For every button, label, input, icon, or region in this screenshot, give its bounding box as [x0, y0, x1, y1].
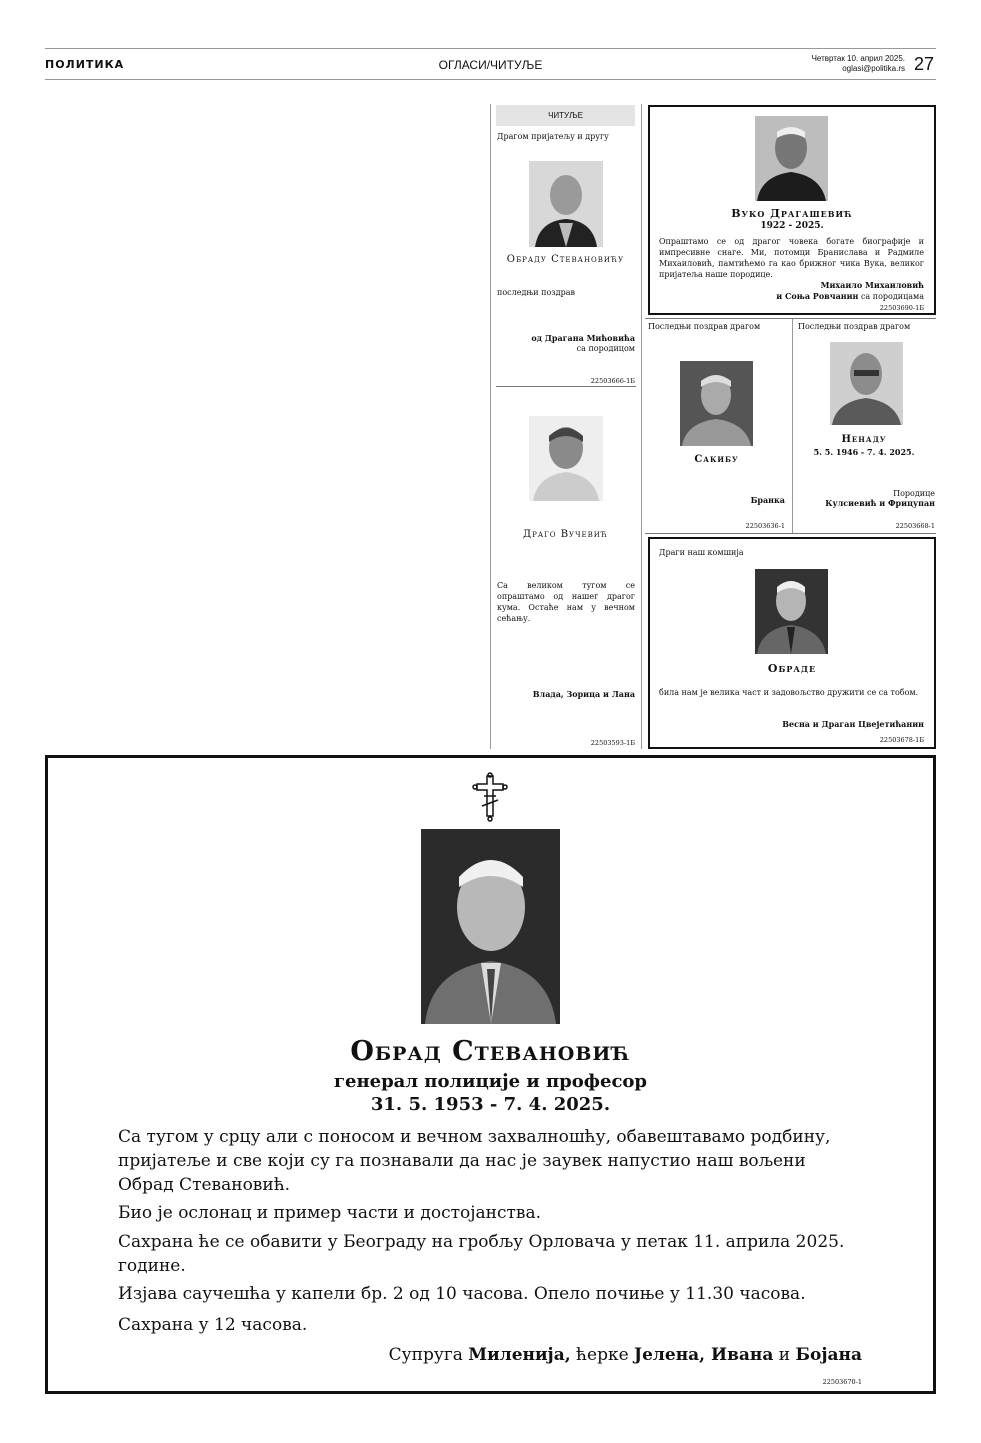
- signature: Михаило Михаиловић: [820, 280, 924, 290]
- ad-code: 22503666-1Б: [590, 377, 635, 385]
- deceased-dates: 1922 - 2025.: [760, 221, 824, 231]
- issue-date: Четвртак 10. април 2025.: [811, 54, 905, 63]
- contact-email: oglasi@politika.rs: [842, 64, 905, 73]
- portrait-photo: [529, 416, 603, 501]
- signature-line-2: [659, 291, 924, 302]
- portrait-photo: [755, 116, 828, 201]
- notice-intro: Последњи поздрав драгом: [798, 322, 911, 331]
- notice-intro: Драги наш комшија: [659, 548, 744, 557]
- column-rule: [792, 318, 793, 533]
- header-rule-bottom: [45, 79, 936, 80]
- sig-part: ћерке: [570, 1345, 635, 1365]
- deceased-name: Драго Вучевић: [523, 529, 608, 540]
- deceased-name: Сакибу: [694, 454, 739, 465]
- ad-code: 22503670-1: [822, 1378, 862, 1386]
- portrait-photo: [529, 161, 603, 247]
- ad-code: 22503690-1Б: [879, 304, 924, 312]
- main-deceased-title: генерал полиције и професор: [333, 1071, 648, 1092]
- signature: Весна и Драган Цвејетићанин: [782, 719, 924, 729]
- main-paragraph-4: Изјава саучешћа у капели бр. 2 од 10 часова. Опело почиње у 11.30 часова.: [118, 1284, 806, 1304]
- signature-names: и Соња Ровчанин: [776, 291, 859, 301]
- signature-suffix: са породицама: [858, 292, 924, 301]
- deceased-name: Обраде: [767, 662, 817, 675]
- main-paragraph-5: Сахрана у 12 часова.: [118, 1315, 308, 1335]
- deceased-name: Ненаду: [841, 434, 887, 445]
- section-title: ОГЛАСИ/ЧИТУЉЕ: [438, 58, 543, 72]
- notice-intro: Драгом пријатељу и другу: [497, 132, 609, 141]
- notice-text: Опраштамо се од драгог човека богате биографије и импресивне снаге. Ми, потомци Бранислава и Радмиле Михаиловић, памтићемо га као брижног чика Вука, великог пријатеља наше породице.: [659, 237, 924, 279]
- portrait-photo: [680, 361, 753, 446]
- notice-intro: Последњи поздрав драгом: [648, 322, 761, 331]
- main-deceased-dates: 31. 5. 1953 - 7. 4. 2025.: [370, 1094, 611, 1115]
- notice-divider: [645, 318, 936, 319]
- notice-text: Са великом тугом се опраштамо од нашег драгог кума. Остаће нам у вечном сећању.: [497, 581, 635, 623]
- main-deceased-name: Обрад Стевановић: [350, 1036, 631, 1067]
- notice-text: била нам је велика част и задовољство дружити се са тобом.: [659, 688, 919, 697]
- deceased-name: Обраду Стевановићу: [506, 254, 625, 265]
- column-rule: [490, 104, 491, 749]
- header-date-block: [812, 54, 905, 74]
- main-paragraph-2: Био је ослонац и пример части и достојанства.: [118, 1203, 542, 1223]
- signature: Влада, Зорица и Лана: [532, 689, 635, 699]
- signature: Бранка: [750, 495, 785, 505]
- deceased-dates: 5. 5. 1946 - 7. 4. 2025.: [813, 447, 915, 457]
- portrait-photo: [421, 829, 560, 1024]
- sig-part: Супруга: [388, 1345, 469, 1365]
- newspaper-logo: ПОЛИТИКА: [45, 58, 125, 71]
- signature: Кулсиевић и Фрицупан: [825, 498, 935, 508]
- ad-code: 22503668-1: [895, 522, 935, 530]
- signature-line-2: са породицом: [576, 344, 635, 353]
- main-paragraph-1: Са тугом у срцу али с поносом и вечном захвалношћу, обавештавамо родбину, пријатеље и све који су га познавали да нас је заувек напустио наш вољени Обрад Стевановић.: [118, 1127, 831, 1195]
- notice-divider: [645, 533, 936, 534]
- sig-name: Миленија,: [468, 1345, 571, 1365]
- deceased-name: Вуко Драгашевић: [731, 207, 853, 220]
- sig-name: Јелена, Ивана: [634, 1345, 774, 1365]
- sig-name: Бојана: [795, 1345, 862, 1365]
- main-signature: [118, 1345, 862, 1365]
- notice-text: последњи поздрав: [497, 288, 575, 297]
- main-paragraph-3: Сахрана ће се обавити у Београду на гробљу Орловача у петак 11. априла 2025. године.: [118, 1232, 845, 1276]
- portrait-photo: [830, 342, 903, 425]
- ad-code: 22503636-1: [745, 522, 785, 530]
- portrait-photo: [755, 569, 828, 654]
- header-rule-top: [45, 48, 936, 49]
- column-rule: [641, 104, 642, 749]
- ad-code: 22503593-1Б: [590, 739, 635, 747]
- orthodox-cross-icon: [470, 772, 510, 826]
- notice-divider: [496, 386, 636, 387]
- page-number: 27: [914, 54, 935, 74]
- signature: од Драгана Мићовића: [531, 333, 635, 343]
- sig-part: и: [773, 1345, 796, 1365]
- ad-code: 22503678-1Б: [879, 736, 924, 744]
- signature-line-1: Породице: [893, 489, 935, 498]
- section-tab: ЧИТУЉЕ: [496, 105, 635, 126]
